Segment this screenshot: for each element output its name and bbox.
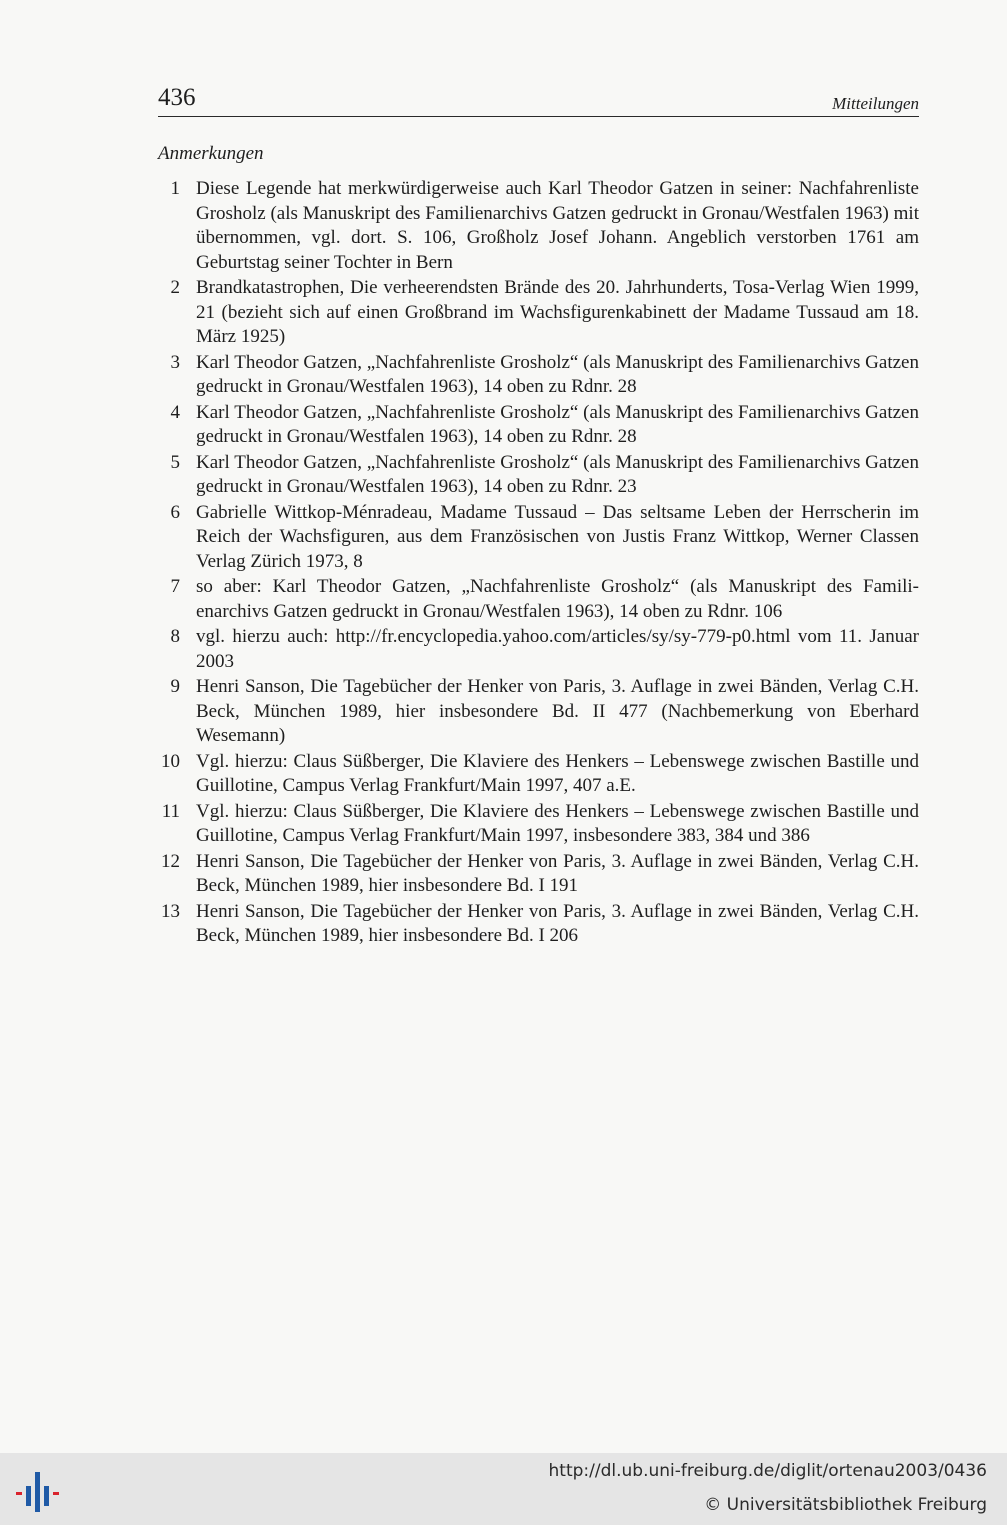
copyright-notice: © Universitätsbibliothek Freiburg	[704, 1495, 987, 1515]
endnote-number: 9	[170, 676, 180, 697]
endnote-text: so aber: Karl Theodor Gatzen, „Nachfahrenliste Grosholz“ (als Manuskript des Familienarchivs Gatzen gedruckt in Gronau/Westfalen 1963), 14 oben zu Rdnr. 106	[196, 576, 919, 622]
endnote-number: 7	[170, 576, 180, 597]
endnote	[150, 625, 919, 674]
endnote-text: Henri Sanson, Die Tagebücher der Henker von Paris, 3. Auflage in zwei Bänden, Verlag C.H. Beck, München 1989, hier insbesondere Bd. I 206	[196, 900, 919, 946]
endnote-number: 11	[161, 800, 180, 822]
endnote-text: Diese Legende hat merkwürdigerweise auch Karl Theodor Gatzen in seiner: Nachfahrenliste Grosholz (als Manuskript des Familienarchivs Gatzen gedruckt in Gronau/Westfalen 1963) mit übernommen, vgl. dort. S. 106, Großholz Josef Johann. Angeblich verstorben 1761 am Geburtstag seiner Tochter in Bern	[196, 178, 919, 273]
endnote-text: Karl Theodor Gatzen, „Nachfahrenliste Grosholz“ (als Manuskript des Familienarchivs Gatzen gedruckt in Gronau/Westfalen 1963), 14 oben zu Rdnr. 23	[196, 451, 919, 497]
endnote-text: Karl Theodor Gatzen, „Nachfahrenliste Grosholz“ (als Manuskript des Familienarchivs Gatzen gedruckt in Gronau/Westfalen 1963), 14 oben zu Rdnr. 28	[196, 401, 919, 447]
endnote-text: Vgl. hierzu: Claus Süßberger, Die Klaviere des Henkers – Lebenswege zwischen Bastille und Guillotine, Campus Verlag Frankfurt/Main 1997, 407 a.E.	[196, 750, 919, 796]
endnote-number: 5	[170, 451, 180, 473]
source-url-link[interactable]: http://dl.ub.uni-freiburg.de/diglit/ortenau2003/0436	[548, 1461, 987, 1481]
endnote-number: 13	[161, 900, 180, 922]
endnote-text: Karl Theodor Gatzen, „Nachfahrenliste Grosholz“ (als Manuskript des Familienarchivs Gatzen gedruckt in Gronau/Westfalen 1963), 14 oben zu Rdnr. 28	[196, 351, 919, 397]
endnote-text: Henri Sanson, Die Tagebücher der Henker von Paris, 3. Auflage in zwei Bänden, Verlag C.H. Beck, München 1989, hier insbesondere Bd. I 191	[196, 850, 919, 896]
endnote-number: 3	[170, 351, 180, 373]
section-heading: Anmerkungen	[158, 143, 264, 164]
endnote	[150, 900, 919, 949]
endnote-number: 8	[170, 626, 180, 647]
endnote-text: Gabrielle Wittkop-Ménradeau, Madame Tussaud – Das seltsame Leben der Herrscherin im Reich der Wachsfiguren, aus dem Französischen von Justis Franz Wittkop, Werner Classen Verlag Zürich 1973, 8	[196, 501, 919, 572]
endnote	[150, 401, 919, 450]
header-rule	[158, 116, 919, 117]
endnote-number: 12	[161, 850, 180, 872]
endnote-text: Brandkatastrophen, Die verheerendsten Brände des 20. Jahrhunderts, Tosa-Verlag Wien 1999, 21 (bezieht sich auf einen Großbrand im Wachsfigurenkabinett der Madame Tussaud am 18. März 1925)	[196, 277, 919, 347]
endnote-text: Vgl. hierzu: Claus Süßberger, Die Klaviere des Henkers – Lebenswege zwischen Bastille und Guillotine, Campus Verlag Frankfurt/Main 1997, insbesondere 383, 384 und 386	[196, 800, 919, 846]
endnote	[150, 800, 919, 849]
endnote	[150, 451, 919, 500]
library-logo-icon	[14, 1466, 64, 1516]
page-number: 436	[158, 84, 196, 111]
endnote	[150, 675, 919, 749]
endnote-number: 4	[170, 401, 180, 423]
running-head: Mitteilungen	[832, 94, 919, 113]
endnote	[150, 351, 919, 400]
endnote	[150, 276, 919, 350]
endnote-text: vgl. hierzu auch: http://fr.encyclopedia.yahoo.com/articles/sy/sy-779-p0.html vom 11. Januar 2003	[196, 626, 919, 672]
endnote-number: 10	[161, 750, 180, 772]
endnote	[150, 501, 919, 575]
endnote	[150, 850, 919, 899]
endnote	[150, 750, 919, 799]
endnote-number: 1	[170, 178, 180, 199]
endnotes-list	[150, 177, 919, 950]
endnote-number: 6	[170, 501, 180, 523]
endnote-text: Henri Sanson, Die Tagebücher der Henker von Paris, 3. Auflage in zwei Bänden, Verlag C.H. Beck, München 1989, hier insbesondere Bd. II 477 (Nachbemerkung von Eberhard Wesemann)	[196, 676, 919, 746]
endnote	[150, 177, 919, 275]
endnote	[150, 575, 919, 624]
endnote-number: 2	[170, 277, 180, 298]
